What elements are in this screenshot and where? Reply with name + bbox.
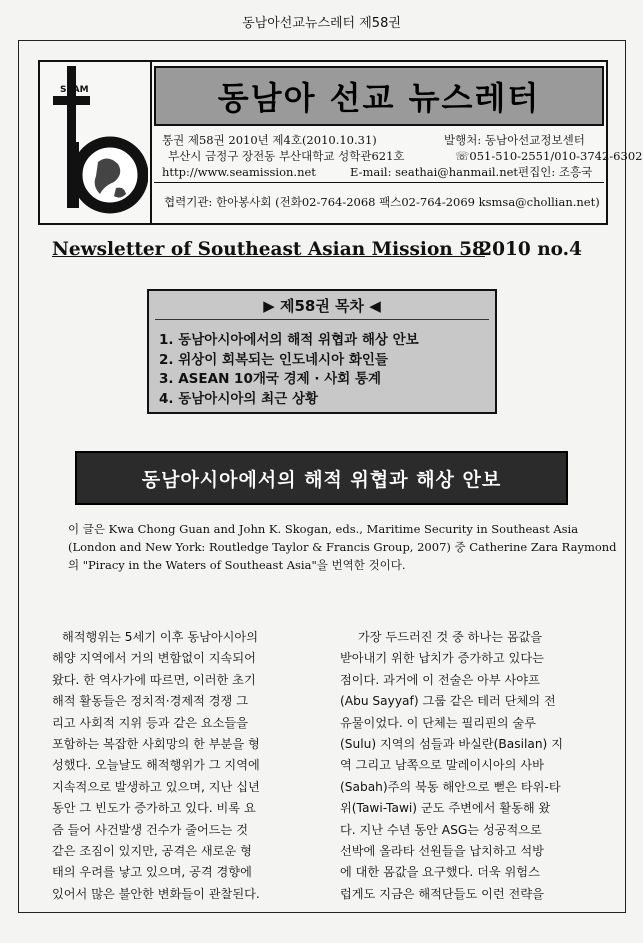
body-line: 유물이었다. 이 단체는 필리핀의 술루	[340, 715, 536, 730]
body-line: 같은 조짐이 있지만, 공격은 새로운 형	[52, 844, 252, 859]
article-title: 동남아시아에서의 해적 위협과 해상 안보	[141, 468, 502, 491]
address: 부산시 금정구 장전동 부산대학교 성학관621호	[168, 149, 405, 163]
body-line: 즘 들어 사건발생 건수가 줄어드는 것	[52, 822, 248, 837]
toc-item[interactable]: 3. ASEAN 10개국 경제 · 사회 통계	[159, 371, 382, 387]
newsletter-issue: 2010 no.4	[479, 239, 582, 260]
running-head: 동남아선교뉴스레터 제58권	[242, 16, 401, 31]
body-column-right	[340, 627, 590, 905]
article-title-band	[75, 451, 568, 505]
body-line: 가장 두드러진 것 중 하나는 몸값을	[358, 630, 543, 644]
body-line: 해적행위는 5세기 이후 동남아시아의	[62, 630, 258, 644]
body-line: 받아내기 위한 납치가 증가하고 있다는	[340, 651, 544, 666]
body-line: 포함하는 복잡한 사회망의 한 부분을 형	[52, 737, 260, 752]
body-line: (Sabah)주의 북동 해안으로 뻗은 타위-타	[340, 779, 561, 794]
body-line: 에 대한 몸값을 요구했다. 더욱 위험스	[340, 865, 540, 880]
body-line: (Abu Sayyaf) 그룹 같은 테러 단체의 전	[340, 694, 556, 709]
article-intro	[68, 520, 617, 574]
body-line: 리고 사회적 지위 등과 같은 요소들을	[52, 715, 248, 730]
toc-item[interactable]: 2. 위상이 회복되는 인도네시아 화인들	[159, 351, 388, 368]
body-line: 역 그리고 남쪽으로 말레이시아의 사바	[340, 758, 544, 773]
body-column-left	[52, 627, 302, 905]
body-line: 성했다. 오늘날도 해적행위가 그 지역에	[52, 758, 260, 773]
masthead-title-band	[154, 66, 604, 126]
table-of-contents	[147, 289, 497, 414]
logo-letters: SEAM	[60, 85, 89, 95]
masthead-title: 동남아 선교 뉴스레터	[217, 79, 541, 117]
phone: ☏051-510-2551/010-3742-6302	[455, 149, 643, 163]
body-line: 점이다. 과거에 이 전술은 아부 사야프	[340, 672, 540, 687]
email[interactable]: E-mail: seathai@hanmail.net	[350, 165, 519, 179]
publisher: 발행처: 동남아선교정보센터	[444, 133, 585, 147]
body-line: 있어서 많은 불안한 변화들이 관찰된다.	[52, 886, 260, 901]
intro-line: (London and New York: Routledge Taylor & Francis Group, 2007) 중 Catherine Zara Raymond	[68, 540, 617, 554]
body-line: 럽게도 지금은 해적단들도 이런 전략을	[340, 886, 544, 901]
body-line: 왔다. 한 역사가에 따르면, 이러한 초기	[52, 672, 256, 687]
masthead	[38, 60, 643, 225]
toc-divider	[155, 319, 489, 320]
body-line: 위(Tawi-Tawi) 군도 주변에서 활동해 왔	[340, 801, 551, 816]
intro-line: 의 "Piracy in the Waters of Southeast Asia"을 번역한 것이다.	[68, 558, 406, 572]
body-line: 지속적으로 발생하고 있으며, 지난 십년	[52, 779, 260, 794]
body-line: 태의 우려를 낳고 있으며, 공격 경향에	[52, 865, 252, 880]
website-link[interactable]: http://www.seamission.net	[162, 165, 316, 179]
newsletter-title-text: Newsletter of Southeast Asian Mission 58	[52, 239, 485, 260]
body-line: 해적 활동들은 정치적·경제적 경쟁 그	[52, 694, 248, 709]
toc-item[interactable]: 4. 동남아시아의 최근 상황	[159, 390, 319, 407]
intro-line: 이 글은 Kwa Chong Guan and John K. Skogan, eds., Maritime Security in Southeast Asia	[68, 522, 579, 536]
body-line: 다. 지난 수년 동안 ASG는 성공적으로	[340, 822, 542, 837]
body-line: 동안 그 빈도가 증가하고 있다. 비록 요	[52, 801, 256, 816]
editor: 편집인: 조흥국	[518, 165, 593, 179]
publication-info	[154, 132, 643, 183]
cooperation-line: 협력기관: 한아봉사회 (전화02-764-2068 팩스02-764-2069 ksmsa@chollian.net)	[164, 195, 600, 209]
toc-item[interactable]: 1. 동남아시아에서의 해적 위협과 해상 안보	[159, 332, 419, 348]
seam-logo	[40, 62, 152, 223]
toc-list	[159, 331, 419, 409]
newsletter-title	[52, 239, 582, 260]
issue-line: 통권 제58권 2010년 제4호(2010.10.31)	[162, 133, 377, 147]
cross-globe-icon	[40, 62, 148, 222]
body-line: (Sulu) 지역의 섬들과 바실란(Basilan) 지	[340, 737, 563, 752]
body-line: 선박에 올라타 선원들을 납치하고 석방	[340, 844, 544, 859]
body-line: 해양 지역에서 거의 변함없이 지속되어	[52, 651, 256, 666]
toc-heading: ▶ 제58권 목차 ◀	[263, 297, 381, 315]
